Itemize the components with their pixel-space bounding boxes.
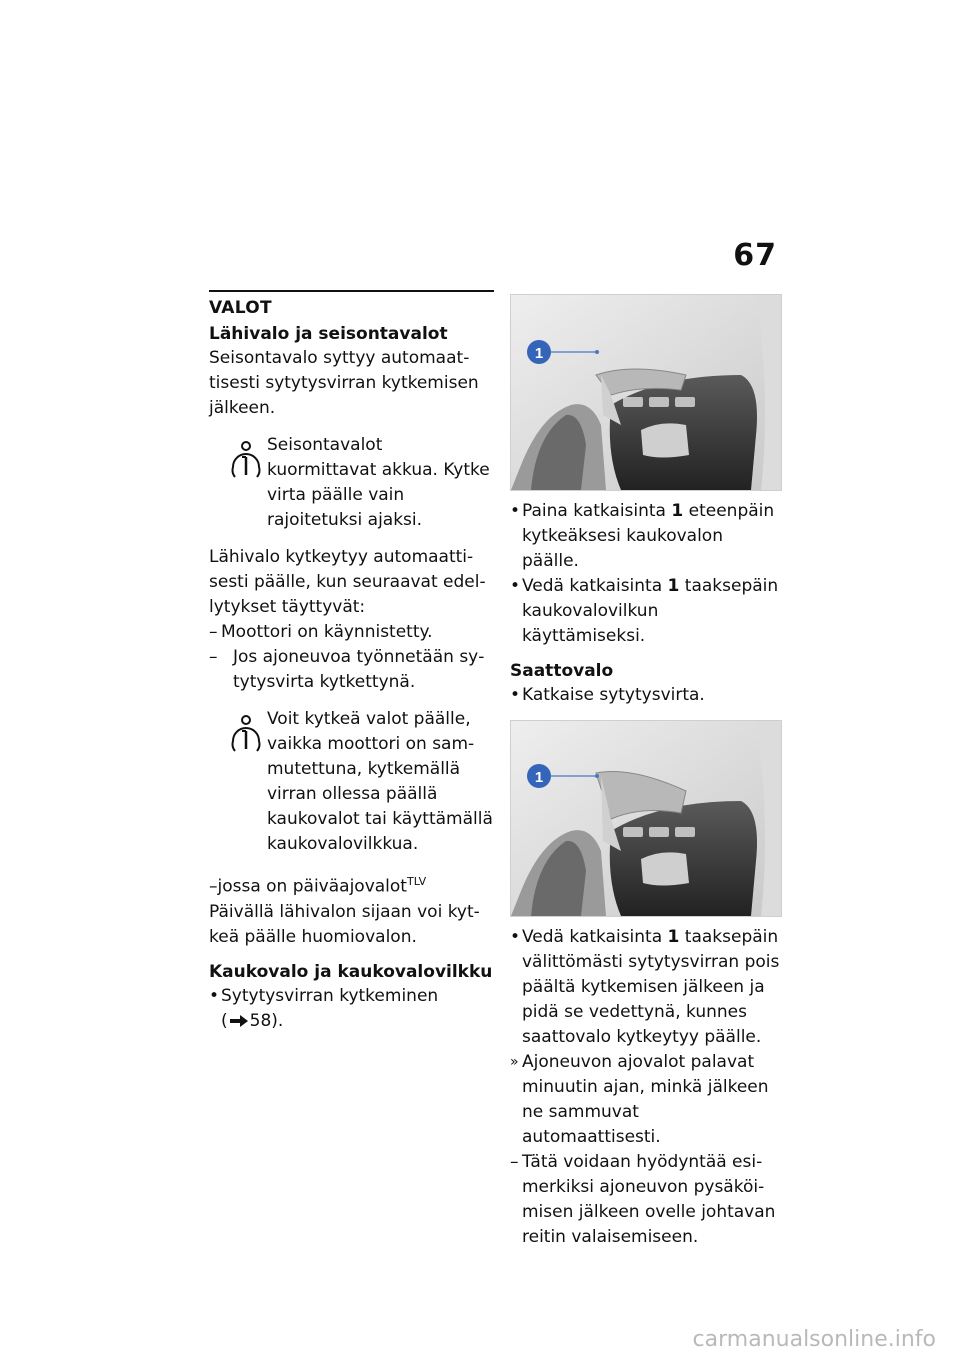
condition-item xyxy=(209,645,494,695)
option-text: jossa on päiväajovalot xyxy=(217,876,407,897)
heading-low-beam: Lähivalo ja seisontavalot xyxy=(209,324,448,344)
watermark: carmanualsonline.info xyxy=(692,1327,936,1352)
condition-item xyxy=(209,620,494,645)
callout-label: 1 xyxy=(534,769,544,786)
step-text: Vedä katkaisinta xyxy=(522,576,668,596)
dash-mark: – xyxy=(209,622,218,642)
paragraph-parking-light: Seisontavalo syttyy automaattisesti sytytysvirran kytkemisen jälkeen. xyxy=(209,348,479,418)
step-result xyxy=(510,1050,782,1150)
condition-text: Moottori on käynnistetty. xyxy=(221,622,433,642)
step-num: 1 xyxy=(667,927,680,947)
heading-follow-me: Saattovalo xyxy=(510,661,614,681)
dash-mark: – xyxy=(510,1152,519,1172)
step-text: eteenpäin kytkeäksesi kaukovalon päälle. xyxy=(522,501,775,571)
step-num: 1 xyxy=(667,576,680,596)
info-icon xyxy=(231,715,261,753)
callout-label: 1 xyxy=(534,345,544,362)
page-number: 67 xyxy=(733,238,777,273)
handlebar-switch-figure-2 xyxy=(510,720,782,917)
info-note-lights-on xyxy=(209,707,494,857)
step-text: Paina katkaisinta xyxy=(522,501,672,521)
hint-text: Tätä voidaan hyödyntää esimerkiksi ajoneuvon pysäköimisen jälkeen ovelle johtavan reitin valaisemiseen. xyxy=(522,1152,776,1247)
step-num: 1 xyxy=(671,501,684,521)
condition-text: Jos ajoneuvoa työnnetään sytytysvirta kytkettynä. xyxy=(233,647,485,692)
note-text: Voit kytkeä valot päälle, vaikka moottori on sammutettuna, kytkemällä virran ollessa päällä kaukovalot tai käyttämällä kaukovalovilkkua. xyxy=(267,709,493,854)
section-rule xyxy=(209,290,494,292)
step-text: Katkaise sytytysvirta. xyxy=(522,685,705,705)
info-icon xyxy=(231,441,261,479)
note-text: Seisontavalot kuormittavat akkua. Kytke virta päälle vain rajoitetuksi ajaksi. xyxy=(267,435,490,530)
step-pull-switch xyxy=(510,925,782,1050)
heading-high-beam: Kaukovalo ja kaukovalovilkku xyxy=(209,961,493,982)
bullet-mark: • xyxy=(510,685,521,705)
ref-open: ( xyxy=(221,1010,228,1031)
bullet-mark: • xyxy=(510,576,521,596)
step-text: Vedä katkaisinta xyxy=(522,927,668,947)
dash-mark: – xyxy=(209,647,218,667)
result-mark: » xyxy=(510,1054,519,1070)
bullet-mark: • xyxy=(510,927,521,947)
bullet-mark: • xyxy=(510,501,521,521)
left-column xyxy=(209,290,494,1034)
step-text: taaksepäin kaukovalovilkun käyttämiseksi. xyxy=(522,576,779,646)
dash-mark: – xyxy=(209,876,218,897)
option-code: TLV xyxy=(406,875,427,888)
option-line xyxy=(209,869,494,900)
ref-page: 58). xyxy=(249,1010,284,1031)
page-reference[interactable] xyxy=(221,1009,283,1034)
step-high-beam-on xyxy=(510,499,782,574)
right-column xyxy=(510,290,782,1250)
paragraph-daytime: Päivällä lähivalon sijaan voi kytkeä päälle huomiovalon. xyxy=(209,901,480,947)
info-note-battery xyxy=(209,433,494,533)
step-ignition-off xyxy=(510,683,782,708)
bullet-mark: • xyxy=(209,985,220,1006)
step-text: taaksepäin välittömästi sytytysvirran pois päältä kytkemisen jälkeen ja pidä se vedettynä, kunnes saattovalo kytkeytyy päälle. xyxy=(522,927,780,1047)
section-title: VALOT xyxy=(209,298,272,318)
handlebar-switch-figure xyxy=(510,294,782,491)
paragraph-low-beam-auto: Lähivalo kytkeytyy automaattisesti päälle, kun seuraavat edellytykset täyttyvät: xyxy=(209,547,486,617)
result-text: Ajoneuvon ajovalot palavat minuutin ajan, minkä jälkeen ne sammuvat automaattisesti. xyxy=(522,1052,769,1147)
hint-dash xyxy=(510,1150,782,1250)
arrow-ref-icon xyxy=(230,1015,248,1027)
step-flash xyxy=(510,574,782,649)
step-text: Sytytysvirran kytkeminen xyxy=(221,985,439,1006)
step-ignition xyxy=(209,984,494,1034)
